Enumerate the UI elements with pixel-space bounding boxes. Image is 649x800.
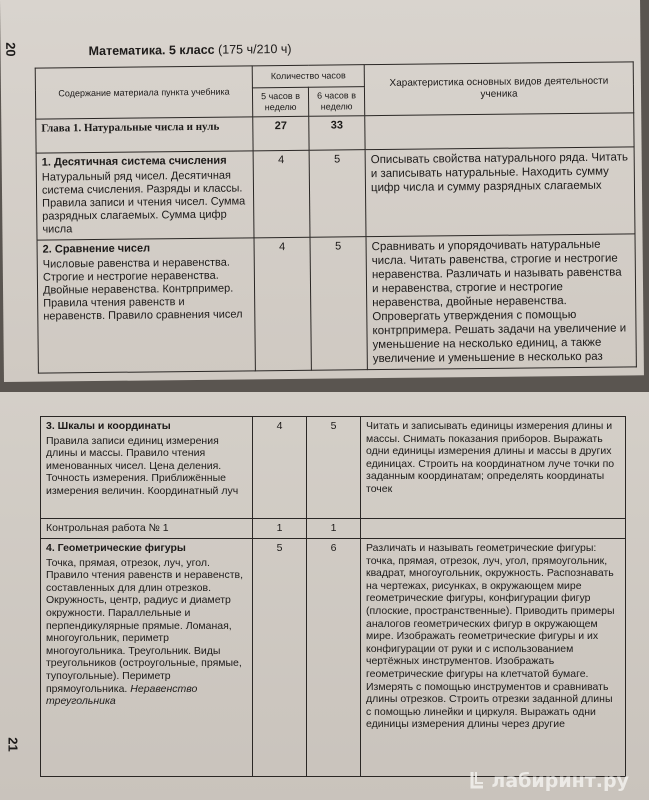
table-row (41, 417, 626, 519)
row-content (37, 238, 255, 373)
row-text-italic: Неравенство треугольника (46, 682, 198, 708)
row-hours-5: 1 (253, 519, 307, 539)
curriculum-table-top (35, 61, 637, 373)
col-header-hours: Количество часов (252, 65, 364, 88)
bottom-page (0, 392, 649, 800)
row-hours-6: 5 (310, 237, 367, 371)
row-content: Контрольная работа № 1 (41, 519, 253, 539)
col-header-6h: 6 часов в неделю (308, 87, 364, 117)
col-header-content: Содержание материала пункта учебника (35, 66, 253, 119)
chapter-title: Глава 1. Натуральные числа и нуль (36, 117, 253, 153)
labirint-logo-icon (469, 770, 485, 790)
row-hours-6: 6 (307, 539, 361, 777)
row-hours-5: 4 (254, 237, 311, 371)
row-activity (361, 519, 626, 539)
watermark-text: лабиринт.ру (491, 770, 629, 792)
header-hours: (175 ч/210 ч) (218, 41, 292, 57)
col-header-5h: 5 часов в неделю (252, 87, 308, 117)
chapter-activity (365, 113, 634, 150)
row-hours-5: 4 (253, 417, 307, 519)
chapter-hours-5: 27 (253, 116, 309, 151)
page-number: 21 (5, 737, 21, 752)
header-title: Математика. 5 класс (88, 42, 215, 59)
row-title: 3. Шкалы и координаты (46, 420, 171, 432)
row-title: 1. Десятичная система счисления (41, 154, 227, 169)
row-activity: Описывать свойства натурального ряда. Читать и записывать натуральные. Находить сумму цифр числа и сумму разрядных слагаемых (365, 147, 635, 237)
row-content (41, 417, 253, 519)
page-number: 20 (3, 42, 19, 57)
table-row (37, 234, 636, 373)
row-hours-5: 5 (253, 539, 307, 777)
page-header (88, 42, 291, 58)
row-title: 2. Сравнение чисел (42, 242, 151, 256)
watermark (469, 770, 629, 792)
chapter-hours-6: 33 (309, 116, 365, 151)
table-row (41, 539, 626, 777)
row-activity: Различать и называть геометрические фигуры: точка, прямая, отрезок, луч, угол, прямоугольник, квадрат, многоугольник, окружность. Распознавать на чертежах, рисунках, в окружающем мире геометрические фигуры, конфигурации фигур (плоские, пространственные). Приводить примеры аналогов геометрических фигур в окружающем мире. Изображать геометрические фигуры и их конфигурации от руки и с использованием чертёжных инструментов. Изображать геометрические фигуры на клетчатой бумаге. Измерять с помощью инструментов и сравнивать длины отрезков. Строить отрезки заданной длины с помощью линейки и циркуля. Выражать одни единицы измерения длины через другие (361, 539, 626, 777)
table-row (41, 519, 626, 539)
row-activity: Сравнивать и упорядочивать натуральные числа. Читать равенства, строгие и нестрогие неравенства. Различать и называть равенства и неравенства, строгие и нестрогие неравенства, двойные неравенства. Опровергать утверждения с помощью контрпримера. Решать задачи на увеличение и уменьшение на несколько единиц, а также увеличение и уменьшение в несколько раз (366, 234, 636, 370)
row-text: Точка, прямая, отрезок, луч, угол. Правило чтения равенств и неравенств, составленных для длин отрезков. Окружность, центр, радиус и диаметр окружности. Параллельные и перпендикулярные прямые. Ломаная, многоугольник, периметр многоугольника. Треугольник. Виды треугольников (остроугольные, прямые, тупоугольные). Периметр прямоугольника. (46, 556, 244, 695)
row-title: 4. Геометрические фигуры (46, 542, 186, 554)
row-text: Натуральный ряд чисел. Десятичная система счисления. Разряды и классы. Правила записи и чтения чисел. Сумма разрядных слагаемых. Сумма цифр числа (41, 169, 246, 236)
top-page (0, 0, 644, 382)
row-hours-6: 5 (307, 417, 361, 519)
row-hours-6: 1 (307, 519, 361, 539)
row-content (36, 151, 254, 240)
col-header-activity: Характеристика основных видов деятельности ученика (364, 62, 634, 116)
row-text: Числовые равенства и неравенства. Строгие и нестрогие неравенства. Двойные неравенства. Контрпример. Правила чтения равенств и неравенств. Правило сравнения чисел (42, 256, 243, 323)
table-row (36, 147, 635, 240)
row-hours-6: 5 (309, 150, 366, 238)
row-content (41, 539, 253, 777)
row-text: Правила записи единиц измерения длины и массы. Правило чтения именованных чисел. Цена деления. Точность измерения. Приближённые измерения величин. Координатный луч (46, 434, 239, 497)
row-activity: Читать и записывать единицы измерения длины и массы. Снимать показания приборов. Выражать одни единицы измерения длины и массы в других единицах. Строить на координатном луче точки по заданным координатам; определять координаты точек (361, 417, 626, 519)
row-hours-5: 4 (253, 150, 310, 238)
curriculum-table-bottom (40, 416, 626, 777)
